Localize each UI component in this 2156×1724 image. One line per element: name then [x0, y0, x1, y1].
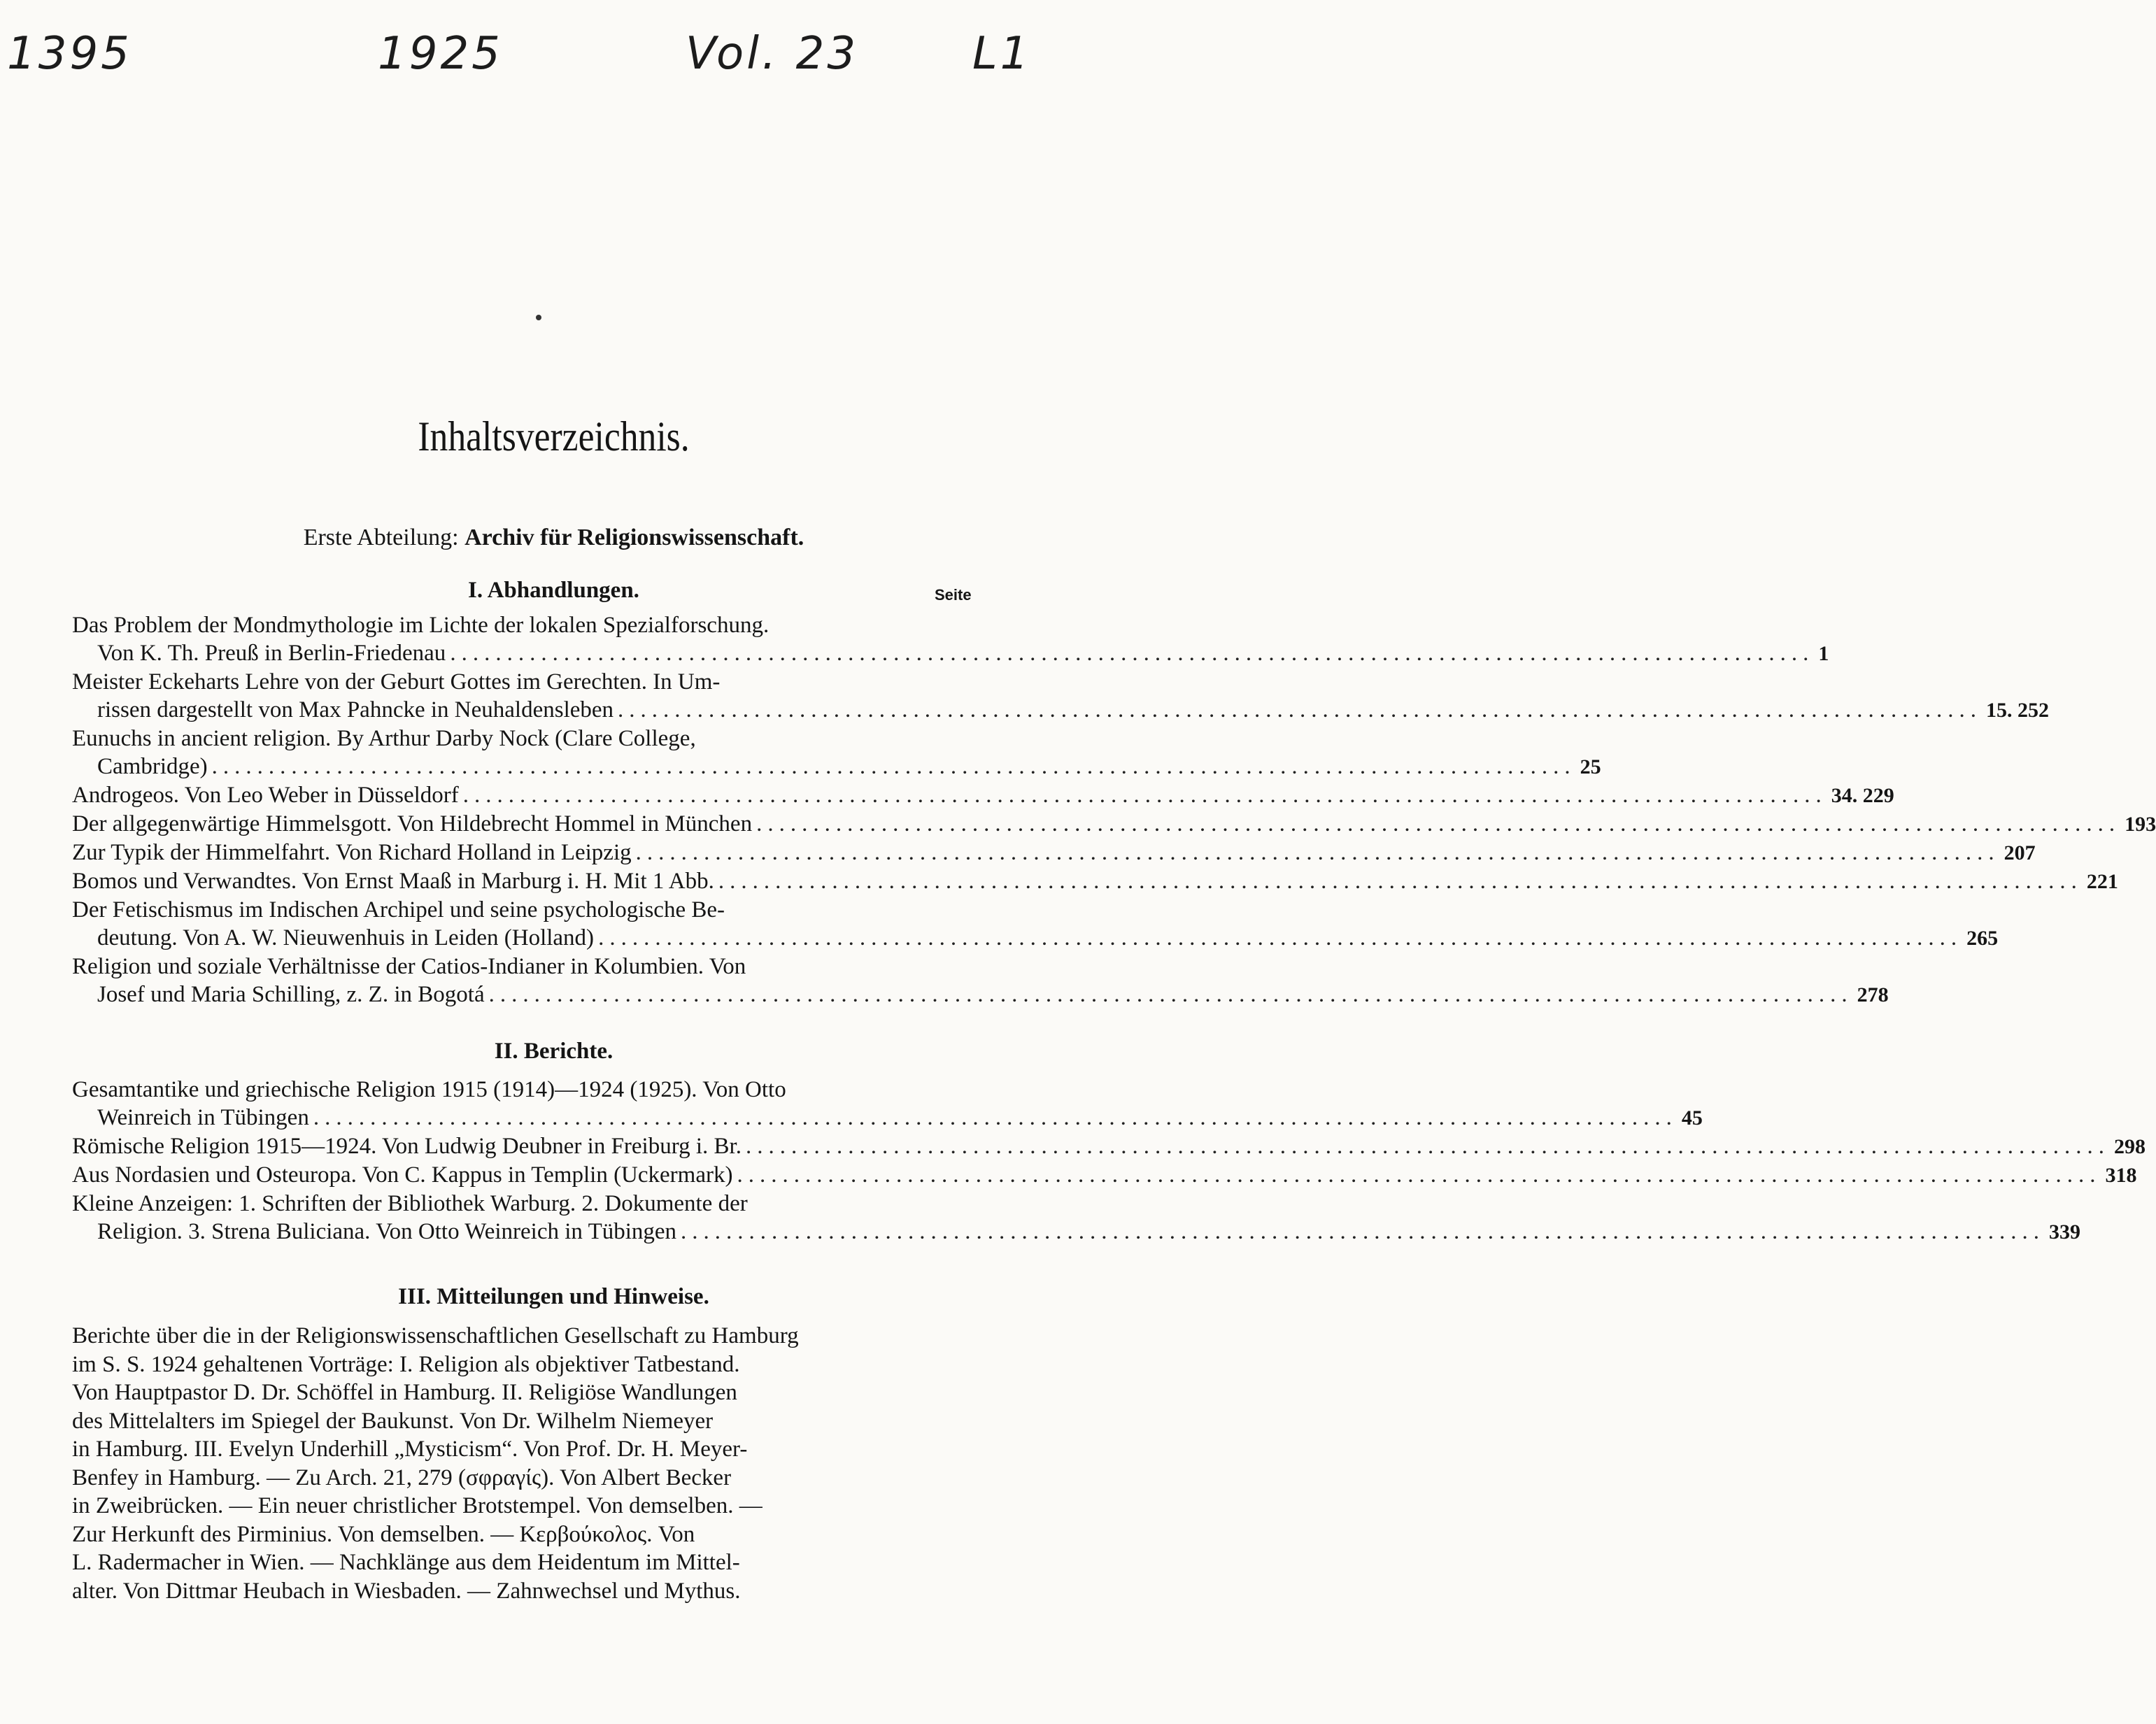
department-name: Archiv für Religionswissenschaft.	[464, 525, 804, 550]
toc-entry	[72, 839, 2036, 867]
leader-dots: ........................................................................................................................	[745, 1134, 2110, 1159]
paragraph-line: Benfey in Hamburg. — Zu Arch. 21, 279 (σφραγίς). Von Albert Becker	[72, 1465, 732, 1490]
toc-entry-line	[72, 668, 981, 696]
toc-entry-text: Von K. Th. Preuß in Berlin-Friedenau	[97, 641, 446, 666]
leader-dots: ........................................................................................................................	[737, 1162, 2101, 1188]
toc-entry-text: Kleine Anzeigen: 1. Schriften der Bibliothek Warburg. 2. Dokumente der	[72, 1191, 748, 1216]
toc-entry-text: Aus Nordasien und Osteuropa. Von C. Kappus in Templin (Uckermark)	[72, 1162, 733, 1188]
toc-entry-text: Cambridge)	[97, 754, 208, 779]
toc-entry	[72, 1161, 2137, 1190]
paragraph-line: Berichte über die in der Religionswissenschaftlichen Gesellschaft zu Hamburg	[72, 1323, 799, 1348]
toc-entry-text: rissen dargestellt von Max Pahncke in Neuhaldensleben	[97, 697, 614, 722]
seite-label: Seite	[935, 586, 972, 604]
paragraph-line: des Mittelalters im Spiegel der Baukunst. Von Dr. Wilhelm Niemeyer	[72, 1408, 714, 1434]
toc-entry-text: deutung. Von A. W. Nieuwenhuis in Leiden (Holland)	[97, 925, 595, 950]
toc-entry-text: Androgeos. Von Leo Weber in Düsseldorf	[72, 783, 459, 808]
toc-entry-line	[72, 981, 1889, 1009]
page-number: 15. 252	[1986, 699, 2050, 722]
section-heading-berichte: II. Berichte.	[494, 1039, 614, 1064]
leader-dots: ........................................................................................................................	[635, 840, 2000, 865]
paragraph-line: Zur Herkunft des Pirminius. Von demselben. — Κερβούκολος. Von	[72, 1521, 695, 1547]
toc-entry	[72, 810, 2156, 839]
leader-dots: ........................................................................................................................	[618, 697, 1983, 722]
page-number: 265	[1966, 927, 1999, 950]
page-number: 207	[2003, 841, 2036, 864]
toc-entry-text: Römische Religion 1915—1924. Von Ludwig Deubner in Freiburg i. Br.	[72, 1134, 742, 1159]
section-berichte	[72, 1076, 2146, 1246]
paragraph-line: Von Hauptpastor D. Dr. Schöffel in Hamburg. II. Religiöse Wandlungen	[72, 1380, 737, 1405]
department-heading	[0, 525, 1107, 551]
toc-entry-line	[72, 1218, 2081, 1246]
toc-entry-line	[72, 1161, 2137, 1190]
leader-dots: ........................................................................................................................	[450, 641, 1815, 666]
toc-entry	[72, 725, 1601, 781]
page-number: 25	[1580, 755, 1601, 778]
toc-entry-text: Bomos und Verwandtes. Von Ernst Maaß in Marburg i. H. Mit 1 Abb.	[72, 869, 714, 894]
toc-entry-line	[72, 953, 981, 981]
toc-entry	[72, 953, 1889, 1009]
handwritten-year: 1925	[378, 28, 503, 80]
handwritten-number: 1395	[7, 28, 132, 80]
toc-entry-text: Das Problem der Mondmythologie im Lichte der lokalen Spezialforschung.	[72, 613, 770, 638]
toc-entry-line	[72, 639, 1829, 668]
toc-entry	[72, 1190, 2081, 1246]
leader-dots: ........................................................................................................................	[211, 754, 1576, 779]
toc-entry-line	[72, 924, 1999, 953]
handwritten-volume: Vol. 23	[686, 28, 859, 80]
toc-entry-text: Eunuchs in ancient religion. By Arthur Darby Nock (Clare College,	[72, 726, 696, 751]
paragraph-line: alter. Von Dittmar Heubach in Wiesbaden. — Zahnwechsel und Mythus.	[72, 1578, 741, 1604]
toc-entry-line	[72, 611, 981, 639]
toc-entry-text: Josef und Maria Schilling, z. Z. in Bogotá	[97, 982, 485, 1007]
toc-entry-text: Weinreich in Tübingen	[97, 1105, 309, 1130]
page-number: 298	[2113, 1135, 2146, 1158]
section-heading-mitteilungen: III. Mitteilungen und Hinweise.	[398, 1284, 709, 1309]
page-number: 221	[2086, 870, 2118, 893]
toc-entry-text: Zur Typik der Himmelfahrt. Von Richard Holland in Leipzig	[72, 840, 632, 865]
toc-entry-line	[72, 696, 2050, 725]
page-number: 318	[2105, 1164, 2137, 1187]
toc-entry-line	[72, 1104, 1703, 1132]
toc-entry-line	[72, 867, 2118, 896]
leader-dots: ........................................................................................................................	[681, 1219, 2045, 1244]
section-heading-abhandlungen: I. Abhandlungen.	[468, 578, 639, 603]
toc-entry-text: Religion und soziale Verhältnisse der Catios-Indianer in Kolumbien. Von	[72, 954, 746, 979]
toc-entry-text: Der Fetischismus im Indischen Archipel und seine psychologische Be-	[72, 897, 725, 922]
toc-entry-line	[72, 810, 2156, 839]
page-number: 193	[2125, 813, 2156, 836]
toc-entry-text: Gesamtantike und griechische Religion 1915 (1914)—1924 (1925). Von Otto	[72, 1077, 786, 1102]
leader-dots: ........................................................................................................................	[718, 869, 2083, 894]
toc-entry-line	[72, 1132, 2146, 1161]
toc-entry	[72, 896, 1999, 953]
section-abhandlungen	[72, 611, 2156, 1009]
toc-entry-line	[72, 781, 1894, 810]
toc-entry-line	[72, 896, 981, 924]
toc-entry-line	[72, 725, 981, 753]
toc-entry-line	[72, 1076, 981, 1104]
page-number: 339	[2049, 1220, 2081, 1244]
toc-entry	[72, 668, 2050, 725]
toc-entry-text: Der allgegenwärtige Himmelsgott. Von Hildebrecht Hommel in München	[72, 811, 753, 836]
paragraph-line: in Zweibrücken. — Ein neuer christlicher Brotstempel. Von demselben. —	[72, 1493, 763, 1518]
page-number: 34. 229	[1831, 784, 1894, 807]
page-number: 45	[1681, 1106, 1703, 1130]
paragraph-line: L. Radermacher in Wien. — Nachklänge aus dem Heidentum im Mittel-	[72, 1550, 740, 1575]
leader-dots: ........................................................................................................................	[488, 982, 1853, 1007]
toc-entry-text: Religion. 3. Strena Buliciana. Von Otto Weinreich in Tübingen	[97, 1219, 677, 1244]
toc-entry	[72, 781, 1894, 810]
toc-entry-text: Meister Eckeharts Lehre von der Geburt Gottes im Gerechten. In Um-	[72, 669, 721, 694]
handwritten-mark: L1	[972, 28, 1032, 80]
ink-dot	[536, 315, 541, 320]
page-number: 278	[1857, 983, 1889, 1006]
page-title: Inhaltsverzeichnis.	[418, 413, 690, 460]
leader-dots: ........................................................................................................................	[598, 925, 1963, 950]
toc-entry	[72, 611, 1829, 668]
toc-entry	[72, 1076, 1703, 1132]
leader-dots: ........................................................................................................................	[756, 811, 2121, 836]
toc-entry-line	[72, 1190, 981, 1218]
page-number: 1	[1818, 642, 1829, 665]
toc-entry-line	[72, 753, 1601, 781]
toc-entry	[72, 867, 2118, 896]
leader-dots: ........................................................................................................................	[313, 1105, 1678, 1130]
section-mitteilungen-paragraph	[72, 1322, 925, 1605]
toc-entry-line	[72, 839, 2036, 867]
paragraph-line: im S. S. 1924 gehaltenen Vorträge: I. Religion als objektiver Tatbestand.	[72, 1351, 740, 1377]
toc-entry	[72, 1132, 2146, 1161]
department-prefix: Erste Abteilung:	[303, 525, 459, 550]
leader-dots: ........................................................................................................................	[462, 783, 1827, 808]
paragraph-line: in Hamburg. III. Evelyn Underhill „Mysticism“. Von Prof. Dr. H. Meyer-	[72, 1437, 748, 1462]
